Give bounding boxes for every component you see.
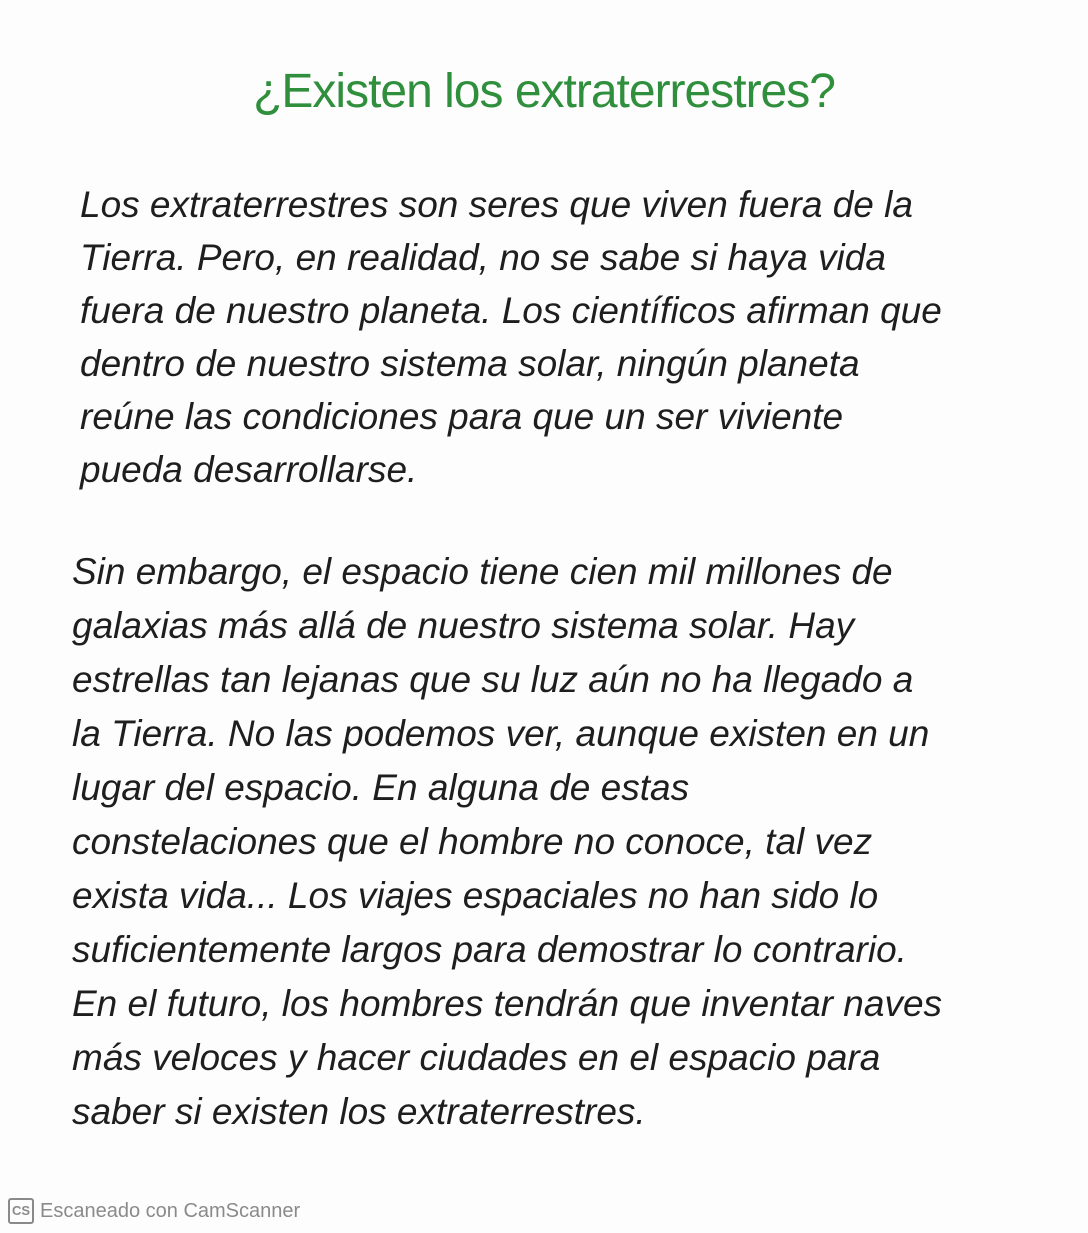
paragraph-2-line: Sin embargo, el espacio tiene cien mil millones de bbox=[72, 551, 893, 592]
paragraph-1 bbox=[80, 178, 942, 496]
watermark-text: Escaneado con CamScanner bbox=[40, 1199, 301, 1222]
paragraph-2-line: lugar del espacio. En alguna de estas bbox=[72, 767, 690, 808]
paragraph-1-line: fuera de nuestro planeta. Los científicos afirman que bbox=[80, 290, 942, 331]
paragraph-1-line: pueda desarrollarse. bbox=[80, 449, 418, 490]
paragraph-2 bbox=[72, 545, 942, 1139]
paragraph-2-line: constelaciones que el hombre no conoce, tal vez bbox=[72, 821, 873, 862]
page-title: ¿Existen los extraterrestres? bbox=[253, 65, 835, 118]
paragraph-2-line: galaxias más allá de nuestro sistema solar. Hay bbox=[72, 605, 855, 646]
paragraph-2-line: suficientemente largos para demostrar lo contrario. bbox=[72, 929, 907, 970]
paragraph-2-line: saber si existen los extraterrestres. bbox=[72, 1091, 646, 1132]
paragraph-2-line: más veloces y hacer ciudades en el espacio para bbox=[72, 1037, 881, 1078]
paragraph-1-line: Los extraterrestres son seres que viven fuera de la bbox=[80, 184, 913, 225]
camscanner-watermark bbox=[8, 1198, 300, 1224]
paragraph-2-line: la Tierra. No las podemos ver, aunque existen en un bbox=[72, 713, 930, 754]
paragraph-1-line: dentro de nuestro sistema solar, ningún planeta bbox=[80, 343, 860, 384]
camscanner-logo-icon: CS bbox=[8, 1198, 34, 1224]
paragraph-1-line: Tierra. Pero, en realidad, no se sabe si haya vida bbox=[80, 237, 886, 278]
paragraph-2-line: estrellas tan lejanas que su luz aún no ha llegado a bbox=[72, 659, 914, 700]
paragraph-2-line: En el futuro, los hombres tendrán que inventar naves bbox=[72, 983, 943, 1024]
paragraph-2-line: exista vida... Los viajes espaciales no han sido lo bbox=[72, 875, 879, 916]
paragraph-1-line: reúne las condiciones para que un ser viviente bbox=[80, 396, 844, 437]
